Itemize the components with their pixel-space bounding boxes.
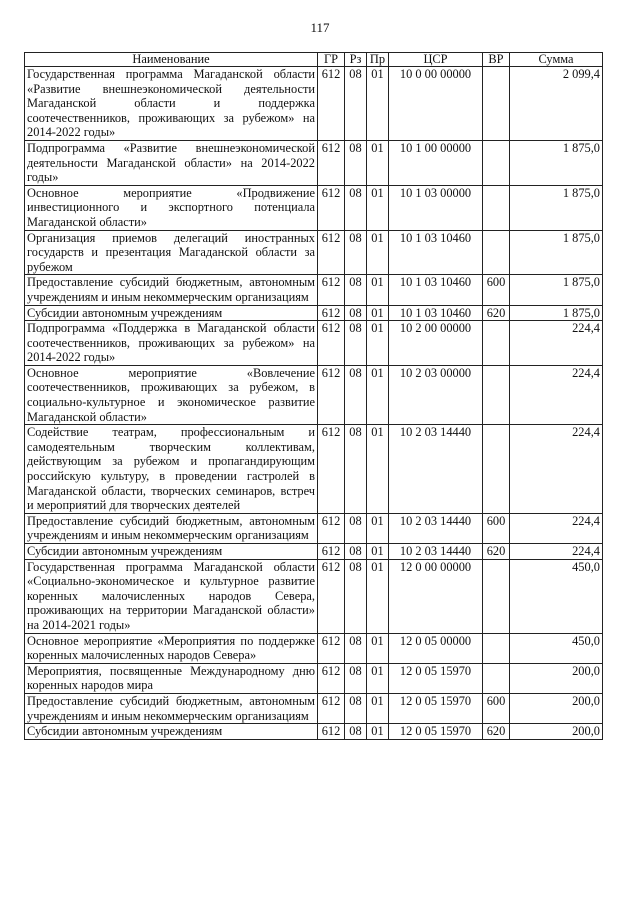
cell-rz: 08 xyxy=(345,275,367,305)
cell-csr: 10 1 03 10460 xyxy=(389,275,483,305)
cell-csr: 10 2 00 00000 xyxy=(389,321,483,366)
table-row xyxy=(25,275,603,305)
cell-rz: 08 xyxy=(345,633,367,663)
cell-name: Государственная программа Магаданской области «Социально-экономическое и культурное развитие коренных малочисленных народов Севера, проживающих на территории Магаданской области» на 2014-2021 годы» xyxy=(25,559,318,633)
cell-pr: 01 xyxy=(367,425,389,514)
cell-pr: 01 xyxy=(367,140,389,185)
cell-sum: 1 875,0 xyxy=(510,185,603,230)
table-header-row xyxy=(25,53,603,67)
cell-csr: 10 2 03 14440 xyxy=(389,425,483,514)
table-row xyxy=(25,663,603,693)
table-row xyxy=(25,693,603,723)
cell-pr: 01 xyxy=(367,544,389,560)
cell-gr: 612 xyxy=(318,230,345,275)
cell-sum: 224,4 xyxy=(510,365,603,424)
cell-pr: 01 xyxy=(367,275,389,305)
table-row xyxy=(25,305,603,321)
cell-sum: 200,0 xyxy=(510,693,603,723)
budget-table xyxy=(24,52,603,740)
cell-rz: 08 xyxy=(345,365,367,424)
cell-rz: 08 xyxy=(345,513,367,543)
cell-name: Субсидии автономным учреждениям xyxy=(25,305,318,321)
cell-sum: 450,0 xyxy=(510,633,603,663)
cell-csr: 10 1 00 00000 xyxy=(389,140,483,185)
cell-pr: 01 xyxy=(367,693,389,723)
cell-gr: 612 xyxy=(318,321,345,366)
cell-rz: 08 xyxy=(345,724,367,740)
cell-pr: 01 xyxy=(367,67,389,141)
cell-vr: 600 xyxy=(483,513,510,543)
cell-vr: 600 xyxy=(483,275,510,305)
cell-rz: 08 xyxy=(345,140,367,185)
cell-pr: 01 xyxy=(367,633,389,663)
table-body xyxy=(25,67,603,740)
cell-vr xyxy=(483,663,510,693)
cell-sum: 224,4 xyxy=(510,544,603,560)
cell-rz: 08 xyxy=(345,305,367,321)
cell-vr: 620 xyxy=(483,544,510,560)
header-rz: Рз xyxy=(345,53,367,67)
cell-vr: 620 xyxy=(483,305,510,321)
cell-name: Предоставление субсидий бюджетным, автономным учреждениям и иным некоммерческим организациям xyxy=(25,693,318,723)
table-row xyxy=(25,140,603,185)
cell-gr: 612 xyxy=(318,275,345,305)
cell-pr: 01 xyxy=(367,559,389,633)
cell-gr: 612 xyxy=(318,305,345,321)
cell-csr: 10 0 00 00000 xyxy=(389,67,483,141)
cell-csr: 12 0 05 00000 xyxy=(389,633,483,663)
cell-pr: 01 xyxy=(367,365,389,424)
cell-sum: 1 875,0 xyxy=(510,275,603,305)
header-name: Наименование xyxy=(25,53,318,67)
cell-name: Основное мероприятие «Мероприятия по поддержке коренных малочисленных народов Севера» xyxy=(25,633,318,663)
cell-csr: 10 2 03 14440 xyxy=(389,544,483,560)
cell-gr: 612 xyxy=(318,724,345,740)
cell-gr: 612 xyxy=(318,513,345,543)
cell-rz: 08 xyxy=(345,321,367,366)
cell-rz: 08 xyxy=(345,67,367,141)
cell-name: Мероприятия, посвященные Международному дню коренных народов мира xyxy=(25,663,318,693)
cell-sum: 224,4 xyxy=(510,425,603,514)
cell-vr: 600 xyxy=(483,693,510,723)
cell-sum: 224,4 xyxy=(510,321,603,366)
cell-csr: 12 0 05 15970 xyxy=(389,693,483,723)
cell-gr: 612 xyxy=(318,140,345,185)
cell-name: Предоставление субсидий бюджетным, автономным учреждениям и иным некоммерческим организациям xyxy=(25,513,318,543)
cell-gr: 612 xyxy=(318,559,345,633)
header-pr: Пр xyxy=(367,53,389,67)
table-row xyxy=(25,425,603,514)
cell-gr: 612 xyxy=(318,663,345,693)
cell-vr xyxy=(483,185,510,230)
cell-gr: 612 xyxy=(318,693,345,723)
cell-csr: 10 2 03 14440 xyxy=(389,513,483,543)
header-gr: ГР xyxy=(318,53,345,67)
cell-vr: 620 xyxy=(483,724,510,740)
cell-rz: 08 xyxy=(345,185,367,230)
cell-name: Государственная программа Магаданской области «Развитие внешнеэкономической деятельности Магаданской области и поддержка соотечественников, проживающих за рубежом» на 2014-2022 годы» xyxy=(25,67,318,141)
cell-rz: 08 xyxy=(345,425,367,514)
cell-gr: 612 xyxy=(318,185,345,230)
cell-name: Подпрограмма «Поддержка в Магаданской области соотечественников, проживающих за рубежом» на 2014-2022 годы» xyxy=(25,321,318,366)
table-row xyxy=(25,724,603,740)
table-row xyxy=(25,67,603,141)
cell-name: Подпрограмма «Развитие внешнеэкономической деятельности Магаданской области» на 2014-2022 годы» xyxy=(25,140,318,185)
cell-vr xyxy=(483,365,510,424)
cell-pr: 01 xyxy=(367,663,389,693)
cell-sum: 200,0 xyxy=(510,724,603,740)
cell-csr: 10 1 03 00000 xyxy=(389,185,483,230)
cell-vr xyxy=(483,140,510,185)
cell-csr: 10 1 03 10460 xyxy=(389,230,483,275)
cell-name: Организация приемов делегаций иностранных государств и презентация Магаданской области за рубежом xyxy=(25,230,318,275)
cell-pr: 01 xyxy=(367,321,389,366)
cell-vr xyxy=(483,559,510,633)
cell-rz: 08 xyxy=(345,230,367,275)
cell-sum: 2 099,4 xyxy=(510,67,603,141)
cell-gr: 612 xyxy=(318,365,345,424)
table-row xyxy=(25,321,603,366)
cell-name: Предоставление субсидий бюджетным, автономным учреждениям и иным некоммерческим организациям xyxy=(25,275,318,305)
cell-sum: 224,4 xyxy=(510,513,603,543)
cell-gr: 612 xyxy=(318,67,345,141)
cell-sum: 1 875,0 xyxy=(510,140,603,185)
cell-gr: 612 xyxy=(318,544,345,560)
cell-vr xyxy=(483,67,510,141)
header-csr: ЦСР xyxy=(389,53,483,67)
table-row xyxy=(25,559,603,633)
table-row xyxy=(25,544,603,560)
cell-csr: 12 0 00 00000 xyxy=(389,559,483,633)
header-vr: ВР xyxy=(483,53,510,67)
page-number: 117 xyxy=(310,20,330,35)
cell-name: Основное мероприятие «Продвижение инвестиционного и экспортного потенциала Магаданской области» xyxy=(25,185,318,230)
cell-vr xyxy=(483,230,510,275)
cell-sum: 1 875,0 xyxy=(510,230,603,275)
cell-gr: 612 xyxy=(318,425,345,514)
cell-pr: 01 xyxy=(367,230,389,275)
cell-csr: 10 2 03 00000 xyxy=(389,365,483,424)
cell-csr: 10 1 03 10460 xyxy=(389,305,483,321)
cell-pr: 01 xyxy=(367,185,389,230)
cell-rz: 08 xyxy=(345,693,367,723)
cell-name: Субсидии автономным учреждениям xyxy=(25,544,318,560)
cell-csr: 12 0 05 15970 xyxy=(389,663,483,693)
table-row xyxy=(25,365,603,424)
table-row xyxy=(25,230,603,275)
cell-sum: 200,0 xyxy=(510,663,603,693)
table-row xyxy=(25,633,603,663)
cell-rz: 08 xyxy=(345,544,367,560)
cell-sum: 450,0 xyxy=(510,559,603,633)
cell-rz: 08 xyxy=(345,663,367,693)
cell-vr xyxy=(483,633,510,663)
cell-pr: 01 xyxy=(367,305,389,321)
cell-sum: 1 875,0 xyxy=(510,305,603,321)
header-sum: Сумма xyxy=(510,53,603,67)
cell-name: Основное мероприятие «Вовлечение соотечественников, проживающих за рубежом, в социально-культурное и экономическое развитие Магаданской области» xyxy=(25,365,318,424)
cell-gr: 612 xyxy=(318,633,345,663)
cell-rz: 08 xyxy=(345,559,367,633)
cell-name: Содействие театрам, профессиональным и самодеятельным творческим коллективам, действующим за рубежом и пропагандирующим российскую культуру, в проведении гастролей в Магаданской области, творческих семинаров, встреч и мероприятий для творческих деятелей xyxy=(25,425,318,514)
cell-vr xyxy=(483,425,510,514)
cell-name: Субсидии автономным учреждениям xyxy=(25,724,318,740)
cell-pr: 01 xyxy=(367,513,389,543)
cell-pr: 01 xyxy=(367,724,389,740)
cell-csr: 12 0 05 15970 xyxy=(389,724,483,740)
table-row xyxy=(25,513,603,543)
cell-vr xyxy=(483,321,510,366)
table-row xyxy=(25,185,603,230)
